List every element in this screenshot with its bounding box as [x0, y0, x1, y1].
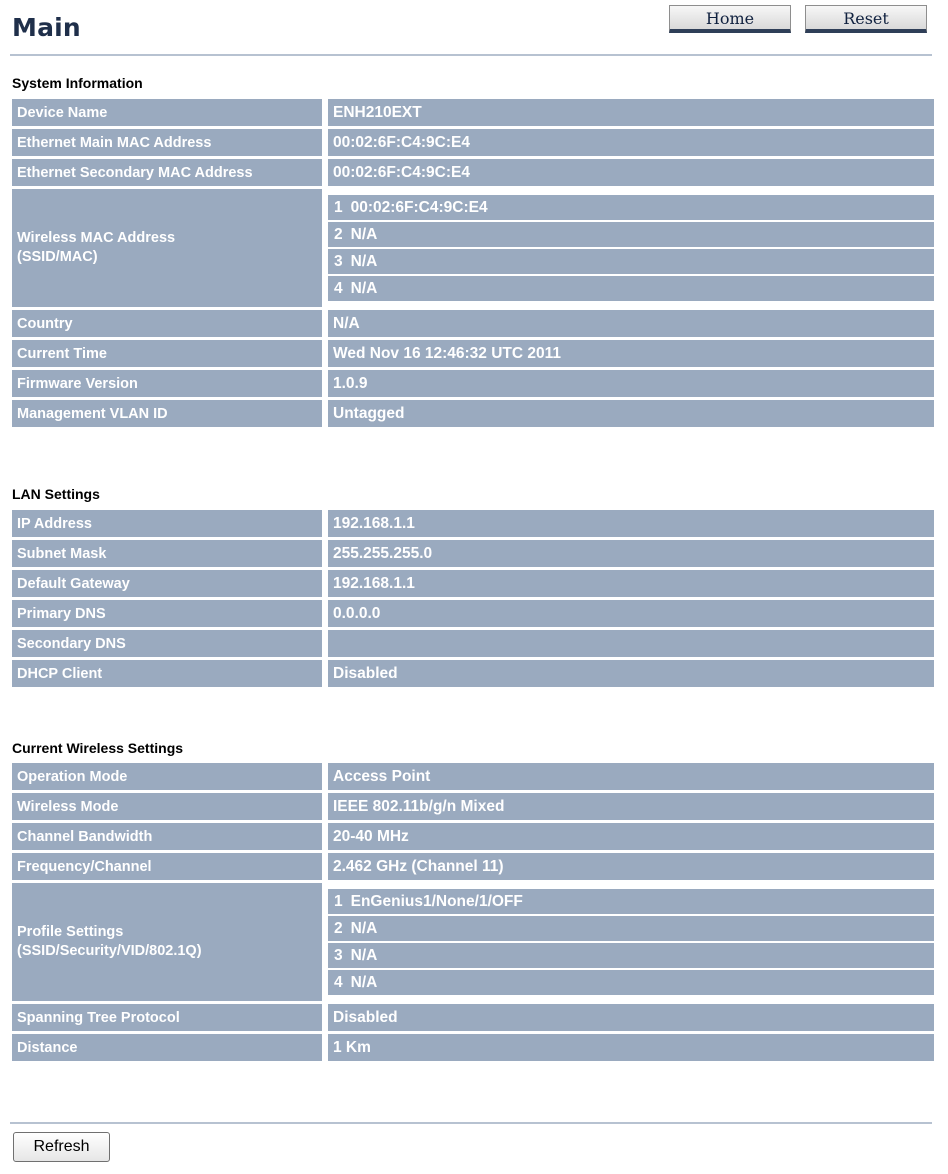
profile-settings-label-line2: (SSID/Security/VID/802.1Q)	[17, 943, 202, 959]
list-item	[328, 916, 934, 941]
eth-main-mac-label: Ethernet Main MAC Address	[12, 129, 328, 156]
dhcp-client-label: DHCP Client	[12, 660, 328, 687]
table-row	[12, 600, 934, 627]
subnet-mask-label: Subnet Mask	[12, 540, 328, 567]
channel-bandwidth-label: Channel Bandwidth	[12, 823, 328, 850]
wireless-settings-title: Current Wireless Settings	[12, 740, 184, 756]
wireless-mac-value: N/A	[343, 276, 934, 301]
management-vlan-label: Management VLAN ID	[12, 400, 328, 427]
table-row	[12, 1034, 934, 1061]
wireless-mac-label-line2: (SSID/MAC)	[17, 249, 98, 265]
table-row	[12, 99, 934, 126]
table-row	[12, 660, 934, 687]
wireless-mac-value: N/A	[343, 249, 934, 274]
lan-settings-table	[12, 507, 934, 690]
firmware-version-value: 1.0.9	[328, 370, 934, 397]
table-row	[12, 853, 934, 880]
table-row	[12, 1004, 934, 1031]
firmware-version-label: Firmware Version	[12, 370, 328, 397]
refresh-button[interactable]: Refresh	[13, 1132, 110, 1162]
country-value: N/A	[328, 310, 934, 337]
device-name-label: Device Name	[12, 99, 328, 126]
footer-divider	[10, 1122, 932, 1124]
profile-settings-label	[12, 883, 328, 1001]
profile-index: 1	[328, 889, 343, 914]
current-time-value: Wed Nov 16 12:46:32 UTC 2011	[328, 340, 934, 367]
table-row	[12, 129, 934, 156]
frequency-channel-label: Frequency/Channel	[12, 853, 328, 880]
eth-secondary-mac-label: Ethernet Secondary MAC Address	[12, 159, 328, 186]
list-item	[328, 889, 934, 914]
table-row	[12, 570, 934, 597]
list-item	[328, 970, 934, 995]
subnet-mask-value: 255.255.255.0	[328, 540, 934, 567]
wireless-mac-index: 1	[328, 195, 343, 220]
table-row	[12, 763, 934, 790]
list-item	[328, 276, 934, 301]
system-information-title: System Information	[12, 75, 143, 91]
channel-bandwidth-value: 20-40 MHz	[328, 823, 934, 850]
ip-address-label: IP Address	[12, 510, 328, 537]
table-row	[12, 630, 934, 657]
reset-button[interactable]: Reset	[805, 5, 927, 33]
profile-value: N/A	[343, 943, 934, 968]
wireless-mac-subtable	[328, 193, 934, 303]
profile-value: N/A	[343, 916, 934, 941]
eth-secondary-mac-value: 00:02:6F:C4:9C:E4	[328, 159, 934, 186]
frequency-channel-value: 2.462 GHz (Channel 11)	[328, 853, 934, 880]
operation-mode-value: Access Point	[328, 763, 934, 790]
default-gateway-value: 192.168.1.1	[328, 570, 934, 597]
wireless-mac-list	[328, 189, 934, 307]
wireless-mac-value: N/A	[343, 222, 934, 247]
profile-settings-list	[328, 883, 934, 1001]
wireless-mode-label: Wireless Mode	[12, 793, 328, 820]
table-row	[12, 823, 934, 850]
wireless-mac-index: 2	[328, 222, 343, 247]
profile-index: 2	[328, 916, 343, 941]
list-item	[328, 943, 934, 968]
profile-value: EnGenius1/None/1/OFF	[343, 889, 934, 914]
spanning-tree-value: Disabled	[328, 1004, 934, 1031]
management-vlan-value: Untagged	[328, 400, 934, 427]
table-row	[12, 400, 934, 427]
list-item	[328, 249, 934, 274]
home-button[interactable]: Home	[669, 5, 791, 33]
wireless-mac-value: 00:02:6F:C4:9C:E4	[343, 195, 934, 220]
table-row	[12, 310, 934, 337]
wireless-mode-value: IEEE 802.11b/g/n Mixed	[328, 793, 934, 820]
spanning-tree-label: Spanning Tree Protocol	[12, 1004, 328, 1031]
device-name-value: ENH210EXT	[328, 99, 934, 126]
wireless-mac-index: 4	[328, 276, 343, 301]
operation-mode-label: Operation Mode	[12, 763, 328, 790]
table-row	[12, 510, 934, 537]
distance-label: Distance	[12, 1034, 328, 1061]
profile-settings-subtable	[328, 887, 934, 997]
distance-value: 1 Km	[328, 1034, 934, 1061]
system-information-table	[12, 96, 934, 430]
header-divider	[10, 54, 932, 56]
profile-value: N/A	[343, 970, 934, 995]
profile-index: 3	[328, 943, 343, 968]
secondary-dns-label: Secondary DNS	[12, 630, 328, 657]
country-label: Country	[12, 310, 328, 337]
primary-dns-label: Primary DNS	[12, 600, 328, 627]
eth-main-mac-value: 00:02:6F:C4:9C:E4	[328, 129, 934, 156]
table-row	[12, 793, 934, 820]
table-row	[12, 340, 934, 367]
table-row	[12, 883, 934, 1001]
table-row	[12, 540, 934, 567]
secondary-dns-value	[328, 630, 934, 657]
table-row	[12, 159, 934, 186]
wireless-mac-label-line1: Wireless MAC Address	[17, 230, 176, 246]
lan-settings-title: LAN Settings	[12, 486, 100, 502]
wireless-settings-table	[12, 760, 934, 1064]
profile-index: 4	[328, 970, 343, 995]
primary-dns-value: 0.0.0.0	[328, 600, 934, 627]
wireless-mac-label	[12, 189, 328, 307]
dhcp-client-value: Disabled	[328, 660, 934, 687]
page-title: Main	[12, 13, 81, 42]
ip-address-value: 192.168.1.1	[328, 510, 934, 537]
wireless-mac-index: 3	[328, 249, 343, 274]
default-gateway-label: Default Gateway	[12, 570, 328, 597]
profile-settings-label-line1: Profile Settings	[17, 924, 124, 940]
list-item	[328, 195, 934, 220]
list-item	[328, 222, 934, 247]
table-row	[12, 370, 934, 397]
current-time-label: Current Time	[12, 340, 328, 367]
table-row	[12, 189, 934, 307]
